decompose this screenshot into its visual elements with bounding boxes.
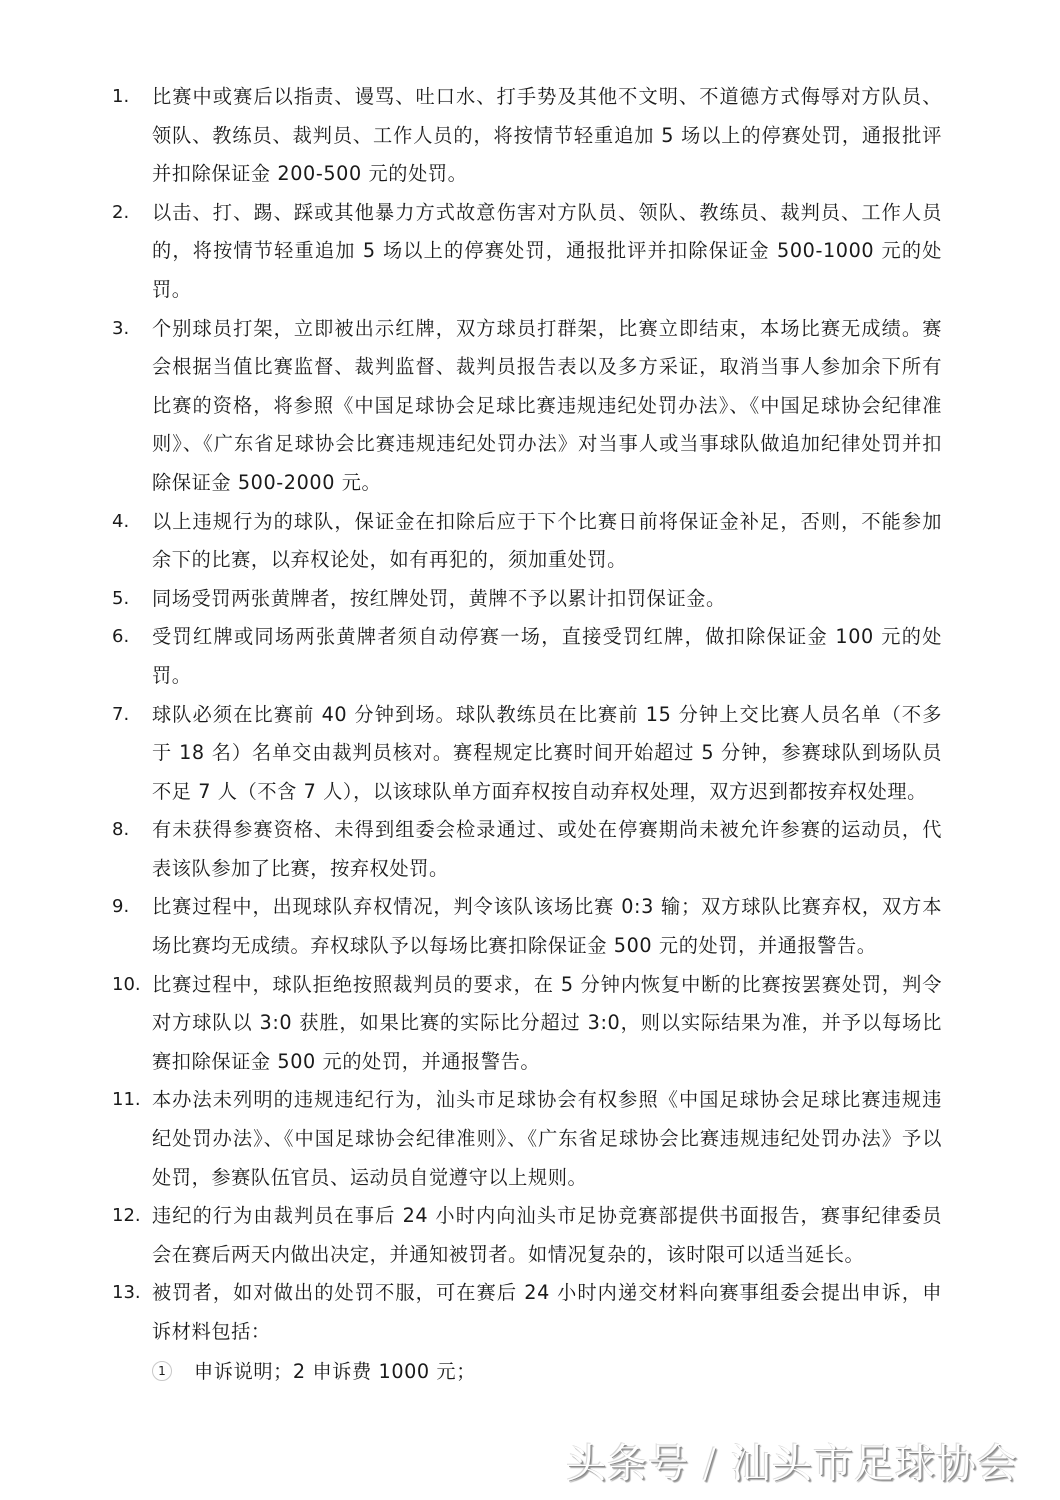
rule-text: 有未获得参赛资格、未得到组委会检录通过、或处在停赛期尚未被允许参赛的运动员，代表该队参加了比赛，按弃权处罚。 — [152, 818, 942, 880]
rule-item-11 — [112, 1081, 942, 1197]
rule-text: 以上违规行为的球队，保证金在扣除后应于下个比赛日前将保证金补足，否则，不能参加余下的比赛，以弃权论处，如有再犯的，须加重处罚。 — [152, 509, 942, 572]
rule-number: 2. — [112, 201, 130, 223]
watermark: 头条号 / 汕头市足球协会 — [566, 1441, 1018, 1487]
rule-item-12 — [112, 1197, 942, 1274]
rule-number: 5. — [112, 587, 130, 609]
appeal-materials-item — [152, 1352, 942, 1391]
rule-number: 7. — [112, 703, 130, 725]
rule-number: 11. — [112, 1089, 141, 1111]
rule-item-10 — [112, 966, 942, 1082]
rule-number: 8. — [112, 819, 130, 841]
rule-item-8 — [112, 811, 942, 888]
rule-item-13 — [112, 1274, 942, 1351]
rule-number: 3. — [112, 317, 130, 339]
rule-item-7 — [112, 696, 942, 812]
rule-item-3 — [112, 310, 942, 503]
rule-item-6 — [112, 618, 942, 695]
rule-text: 被罚者，如对做出的处罚不服，可在赛后 24 小时内递交材料向赛事组委会提出申诉，申诉材料包括： — [152, 1281, 942, 1343]
rule-text: 本办法未列明的违规违纪行为，汕头市足球协会有权参照《中国足球协会足球比赛违规违纪处罚办法》、《中国足球协会纪律准则》、《广东省足球协会比赛违规违纪处罚办法》予以处罚，参赛队伍官员、运动员自觉遵守以上规则。 — [152, 1088, 942, 1189]
rule-text: 同场受罚两张黄牌者，按红牌处罚，黄牌不予以累计扣罚保证金。 — [152, 586, 726, 610]
rule-text: 比赛过程中，出现球队弃权情况，判令该队该场比赛 0:3 输；双方球队比赛弃权，双方本场比赛均无成绩。弃权球队予以每场比赛扣除保证金 500 元的处罚，并通报警告。 — [152, 895, 942, 958]
circled-number-icon: 1 — [152, 1361, 172, 1381]
rule-number: 6. — [112, 626, 130, 648]
rule-number: 13. — [112, 1282, 141, 1304]
rule-item-1 — [112, 78, 942, 194]
rule-number: 9. — [112, 896, 130, 918]
rule-text: 违纪的行为由裁判员在事后 24 小时内向汕头市足协竞赛部提供书面报告，赛事纪律委员会在赛后两天内做出决定，并通知被罚者。如情况复杂的，该时限可以适当延长。 — [152, 1204, 942, 1266]
rule-item-2 — [112, 194, 942, 310]
rule-item-4 — [112, 503, 942, 580]
rule-text: 球队必须在比赛前 40 分钟到场。球队教练员在比赛前 15 分钟上交比赛人员名单（不多于 18 名）名单交由裁判员核对。赛程规定比赛时间开始超过 5 分钟，参赛球队到场队员不足 7 人（不含 7 人），以该球队单方面弃权按自动弃权处理，双方迟到都按弃权处理。 — [152, 702, 942, 803]
rule-text: 比赛中或赛后以指责、谩骂、吐口水、打手势及其他不文明、不道德方式侮辱对方队员、领队、教练员、裁判员、工作人员的，将按情节轻重追加 5 场以上的停赛处罚，通报批评并扣除保证金 200-500 元的处罚。 — [152, 85, 942, 186]
rule-item-5 — [112, 580, 942, 619]
rule-number: 12. — [112, 1205, 141, 1227]
rule-item-9 — [112, 888, 942, 965]
appeal-materials-text: 申诉说明；2 申诉费 1000 元； — [194, 1360, 477, 1384]
rules-document — [112, 78, 942, 1390]
rule-number: 1. — [112, 86, 130, 107]
rule-text: 受罚红牌或同场两张黄牌者须自动停赛一场，直接受罚红牌，做扣除保证金 100 元的处罚。 — [152, 625, 942, 687]
rule-text: 以击、打、踢、踩或其他暴力方式故意伤害对方队员、领队、教练员、裁判员、工作人员的，将按情节轻重追加 5 场以上的停赛处罚，通报批评并扣除保证金 500-1000 元的处罚。 — [152, 200, 942, 301]
rule-text: 比赛过程中，球队拒绝按照裁判员的要求，在 5 分钟内恢复中断的比赛按罢赛处罚，判令对方球队以 3:0 获胜，如果比赛的实际比分超过 3:0，则以实际结果为准，并予以每场比赛扣除保证金 500 元的处罚，并通报警告。 — [152, 972, 942, 1073]
rule-number: 4. — [112, 510, 130, 532]
rule-number: 10. — [112, 973, 141, 995]
rule-text: 个别球员打架，立即被出示红牌，双方球员打群架，比赛立即结束，本场比赛无成绩。赛会根据当值比赛监督、裁判监督、裁判员报告表以及多方采证，取消当事人参加余下所有比赛的资格，将参照《中国足球协会足球比赛违规违纪处罚办法》、《中国足球协会纪律准则》、《广东省足球协会比赛违规违纪处罚办法》对当事人或当事球队做追加纪律处罚并扣除保证金 500-2000 元。 — [152, 316, 942, 494]
